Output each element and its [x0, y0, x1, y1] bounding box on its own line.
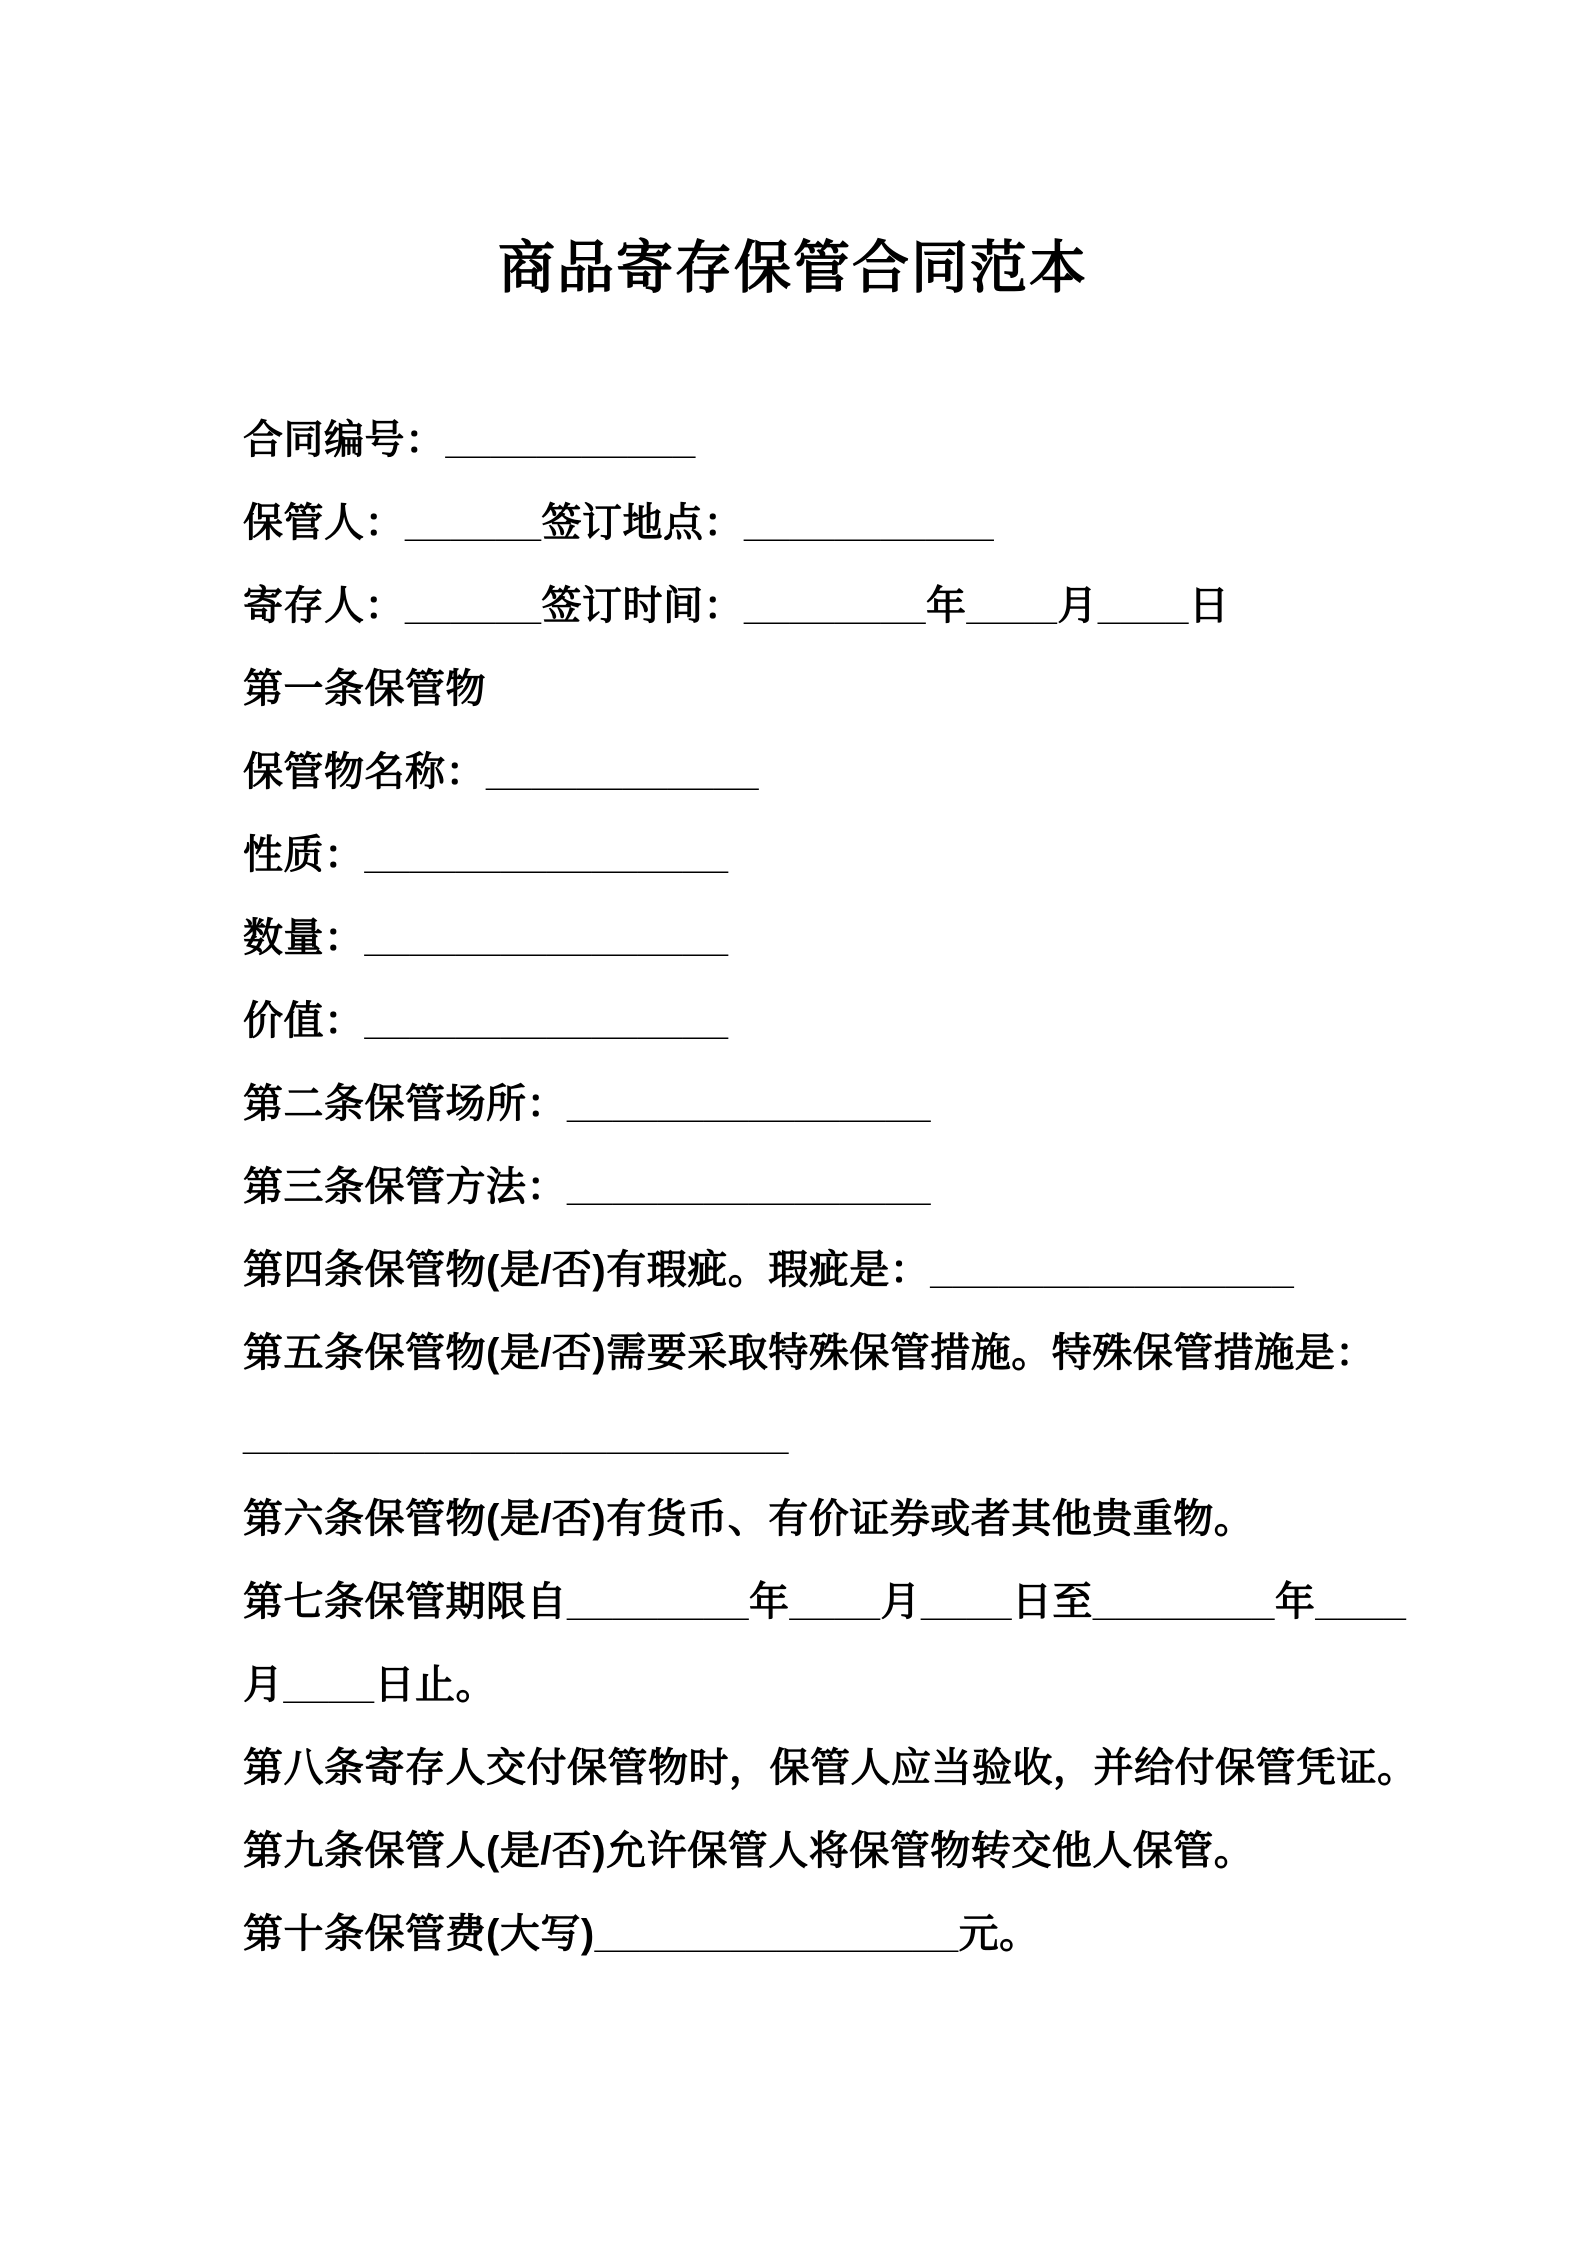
document-body — [243, 399, 1423, 1976]
contract-line-article2: 第二条保管场所：________________ — [243, 1082, 931, 1126]
contract-line-quantity: 数量：________________ — [243, 916, 729, 960]
contract-line-depositor: 寄存人：______签订时间：________年____月____日 — [243, 584, 1230, 628]
contract-line-item-name: 保管物名称：____________ — [243, 750, 759, 794]
contract-line-article1: 第一条保管物 — [243, 667, 486, 711]
document-title: 商品寄存保管合同范本 — [498, 236, 1088, 300]
contract-line-article7-cont: 月____日止。 — [243, 1663, 496, 1707]
contract-line-article4: 第四条保管物(是/否)有瑕疵。瑕疵是：________________ — [243, 1248, 1295, 1292]
contract-line-value: 价值：________________ — [243, 999, 729, 1043]
contract-line-nature: 性质：________________ — [243, 833, 729, 877]
contract-line-article6: 第六条保管物(是/否)有货币、有价证券或者其他贵重物。 — [243, 1497, 1255, 1541]
contract-line-number: 合同编号：___________ — [243, 418, 696, 462]
contract-line-article5: 第五条保管物(是/否)需要采取特殊保管措施。特殊保管措施是： — [243, 1331, 1376, 1375]
contract-line-article8: 第八条寄存人交付保管物时，保管人应当验收，并给付保管凭证。 — [243, 1746, 1418, 1790]
contract-line-custodian: 保管人：______签订地点：___________ — [243, 501, 995, 545]
contract-line-article10: 第十条保管费(大写)________________元。 — [243, 1912, 1040, 1956]
contract-line-article9: 第九条保管人(是/否)允许保管人将保管物转交他人保管。 — [243, 1829, 1255, 1873]
contract-line-article3: 第三条保管方法：________________ — [243, 1165, 931, 1209]
contract-line-article5-blank: ________________________ — [243, 1414, 789, 1458]
contract-line-article7: 第七条保管期限自________年____月____日至________年____ — [243, 1580, 1407, 1624]
